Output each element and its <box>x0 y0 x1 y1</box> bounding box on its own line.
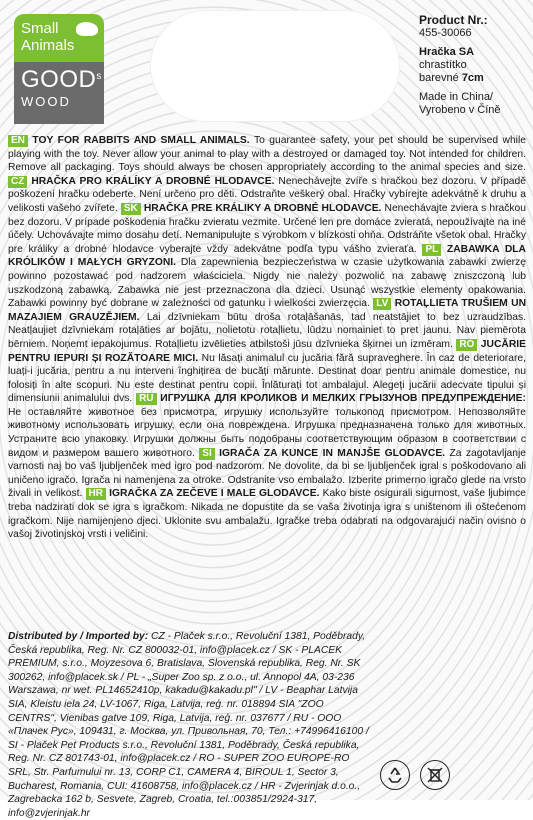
lang-tag: RU <box>136 393 156 405</box>
product-number: 455-30066 <box>419 27 472 39</box>
section-heading: HRAČKA PRO KRÁLÍKY A DROBNÉ HLODAVCE. <box>31 175 275 187</box>
section-body: Nenechávejte zvíře s hračkou bez dozoru. V případě poškození hračku odeberte. Není určeno pro děti. Odstraňte veškerý obal. Hračky vybírejte adekvátně k druhu a velikosti vašeho zvířete. <box>8 175 526 214</box>
warning-paragraph <box>8 134 526 542</box>
logo-goods: GOOD$^s$ <box>21 66 102 93</box>
lang-tag: LV <box>373 298 391 310</box>
logo-goods-wood <box>14 62 104 124</box>
section-heading: ROTAĻLIETA TRUŠIEM UN MAZAJIEM GRAUZĒJIEM. <box>8 298 527 323</box>
product-name: Hračka SA <box>419 46 475 58</box>
logo-wood: WOOD <box>21 94 71 109</box>
logo-small-animals <box>14 14 104 62</box>
section-heading: JUCĂRIE PENTRU IEPURI ȘI ROZĂTOARE MICI. <box>8 338 526 364</box>
lang-tag: EN <box>8 135 28 147</box>
lang-tag: CZ <box>8 176 27 188</box>
section-body: Dla zapewnienia bezpieczeństwa w czasie użytkowania zabawki zwierzę powinno pozostawać pod nadzorem właściciela. Nigdy nie należy pozwolić na zabawę zniszczoną lub uszkodzoną zabawką. Zabawka nie jest przeznaczona dla dzieci. Usunąć wszystkie elementy opakowania. Zabawki powinny być dobrane w zależności od gatunku i wielkości zwierzęcia. <box>8 257 526 310</box>
lang-tag: RO <box>456 339 477 351</box>
lang-tag: SK <box>121 203 141 215</box>
crossed-bin-icon <box>420 760 450 790</box>
product-desc2: barevné 7cm <box>419 72 484 84</box>
distributor-block <box>8 630 370 820</box>
section-heading: ZABAWKA DLA KRÓLIKÓW I MAŁYCH GRYZONI. <box>8 243 526 269</box>
product-desc1: chrastítko <box>419 59 467 71</box>
section-body: Не оставляйте животное без присмотра, игрушку используйте толькопод присмотром. Непозволяйте животному использовать игрушку, если она повреждена. Игрушка предназначена только для животных. Устраните всю упаковку. Игрушки должны быть подобраны соответствующим образом в соответствии с видом и размером вашего животного. <box>8 406 526 459</box>
section-body: Za zagotavljanje varnosti naj bo vaš ljubljenček med igro pod nadzorom. Ne dovolite, da bi se ljubljenček igral s poškodovano ali uničeno igračo. Igrača ni namenjena za otroke. Odstranite vso embalažo. Izberite primerno igračo glede na vrsto živali in velikost. <box>8 447 526 500</box>
section-heading: ИГРУШКА ДЛЯ КРОЛИКОВ И МЕЛКИХ ГРЫЗУНОВ ПРЕДУПРЕЖДЕНИЕ: <box>160 393 526 405</box>
disposal-icons <box>380 760 520 794</box>
section-heading: HRAČKA PRE KRÁLIKY A DROBNÉ HLODAVCE. <box>143 202 382 214</box>
product-info <box>419 14 529 117</box>
warning-text-block <box>8 134 526 542</box>
made-in: Made in China/ <box>419 91 493 103</box>
hang-hole <box>150 10 400 122</box>
lang-tag: HR <box>86 488 106 500</box>
hamster-icon <box>76 22 98 36</box>
distributor-text: CZ - Plaček s.r.o., Revoluční 1381, Poděbrady, Česká republika, Reg. Nr. CZ 800032-01, info@placek.cz / SK - PLACEK PREMIUM, s.r.o., Moyzesova 6, Bratislava, Slovenská republika, Reg. Nr. SK 300262, info@placek.sk / PL - „Super Zoo sp. z o.o., ul. Annopol 4A, 03-236 Warszawa, nr wet. PL14652410p, kakadu@kakadu.pl" / LV - Beaphar Latvija SIA, Kleistu iela 24, LV-1067, Riga, Latvija, reģ. nr. 018894 SIA "ZOO CENTRS", Vienibas gatve 109, Riga, Latvija, reģ. nr. 037677 / RU - ООО «Плачек Рус», 109431, г. Москва, ул. Привольная, 70, Тел.: +74996416100 / SI - Plaček Pet Products s.r.o., Revoluční 1381, Poděbrady, Česká republika, Reg. Nr. CZ 801743-01, info@placek.cz / RO - SUPER ZOO EUROPE-RO SRL, Str. Parfumului nr. 13, CORP C1, CAMERA 4, BIROUL 1, Sector 3, Bucharest, Romania, CUI: 41608758, info@placek.cz / HR - Zvjerinjak d.o.o., Zagrebacka 162 b, Sesvete, Zagreb, Croatia, tel.:003851/2924-317, info@zvjerinjak.hr <box>8 631 369 819</box>
recycle-icon <box>380 760 410 790</box>
logo-line1: Small <box>21 20 59 37</box>
section-body: Nu lăsați animalul cu jucăria fără supraveghere. În caz de deteriorare, luați-i jucăria, pentru a nu interveni înghițirea de bucăți mărunte. Destinat doar pentru animale domestice, nu folosiți în alte scopuri. Nu este destinat pentru copii. Înlăturați tot ambalajul. Alegeți jucării adecvate tipului și dimensiunii animalului dvs. <box>8 352 526 405</box>
lang-tag: SI <box>199 448 214 460</box>
section-heading: IGRAČKA ZA ZEČEVE I MALE GLODAVCE. <box>109 488 320 500</box>
section-heading: IGRAČA ZA KUNCE IN MANJŠE GLODAVCE. <box>219 447 446 459</box>
section-heading: TOY FOR RABBITS AND SMALL ANIMALS. <box>32 135 250 146</box>
section-body: Kako biste osigurali sigurnost, vaše ljubimce treba nadzirati dok se igra s igračkom. Nikada ne dopustite da se vaša životinja igra s uništenom ili oštećenom igračkom. Nije namijenjeno djeci. Uklonite svu ambalažu. Igračke treba odabrati na odgovarajući način ovisno o vašoj životinjskoj vrsti i veličini. <box>8 488 526 541</box>
logo-line2: Animals <box>21 37 75 54</box>
section-body: Nenechávajte zviera s hračkou bez dozoru. V prípade poškodenia hračku zvieratu vezmite. Určené len pre domáce zvieratá, nepoužívajte na iné účely. Uchovávajte mimo dosahu detí. Nemanipulujte s výrobkom v blízkosti ohňa. Odstráňte všetok obal. Hračky pre králiky a drobné hlodavce vyberajte vždy adekvátne podľa typu vášho zvieraťa. <box>8 202 526 255</box>
section-body: To guarantee safety, your pet should be supervised while playing with the toy. Never allow your animal to play with a destroyed or damaged toy. Not intended for children. Remove all packaging. Toys should always be chosen appropriately according to the animal species and size. <box>8 135 526 174</box>
made-in-cz: Vyrobeno v Číně <box>419 104 501 116</box>
lang-tag: PL <box>422 244 441 256</box>
product-number-label: Product Nr.: <box>419 13 488 27</box>
section-body: Lai dzīvniekam būtu droša rotaļāšanās, tad neatstājiet to bez uzraudzības. Neatļaujiet dzīvniekam rotaļāties ar bojātu, nolietotu rotaļlietu, lūdzu nomainiet to pret jaunu. Nav piemērota bērniem. Noņemt iepakojumus. Rotaļlietu izvēlieties atbilstoši jūsu dzīvnieka šķirnei un izmēram. <box>8 311 526 350</box>
distributor-label: Distributed by / Imported by: <box>8 631 149 642</box>
brand-logo <box>14 14 104 124</box>
